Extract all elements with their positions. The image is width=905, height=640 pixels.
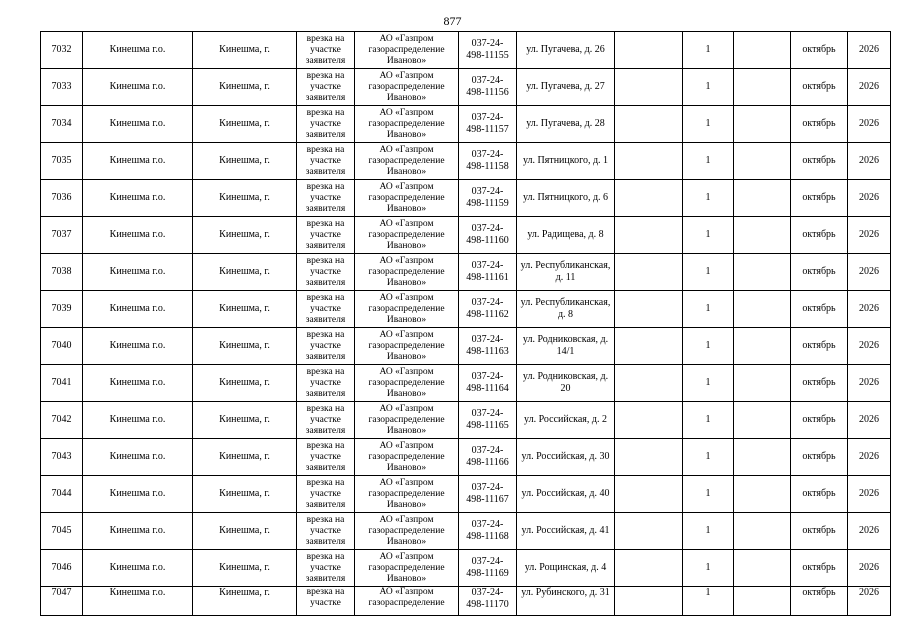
month-cell: октябрь (791, 254, 848, 291)
locality-cell: Кинешма, г. (193, 32, 297, 69)
quantity-cell: 1 (683, 550, 734, 587)
object-code-cell: 037-24- 498-11164 (459, 365, 517, 402)
empty-cell (615, 180, 683, 217)
empty-cell (734, 143, 791, 180)
year-cell: 2026 (848, 402, 891, 439)
empty-cell (615, 513, 683, 550)
year-cell: 2026 (848, 69, 891, 106)
table-row (41, 69, 891, 106)
year-cell: 2026 (848, 291, 891, 328)
month-cell: октябрь (791, 69, 848, 106)
table-row (41, 106, 891, 143)
locality-cell: Кинешма, г. (193, 365, 297, 402)
object-code-cell: 037-24- 498-11156 (459, 69, 517, 106)
district-cell: Кинешма г.о. (83, 476, 193, 513)
locality-cell: Кинешма, г. (193, 217, 297, 254)
organization-cell: АО «Газпром газораспределение Иваново» (355, 439, 459, 476)
district-cell: Кинешма г.о. (83, 513, 193, 550)
empty-cell (734, 550, 791, 587)
locality-cell: Кинешма, г. (193, 69, 297, 106)
district-cell: Кинешма г.о. (83, 587, 193, 616)
quantity-cell: 1 (683, 587, 734, 616)
address-cell: ул. Российская, д. 40 (517, 476, 615, 513)
table-row (41, 439, 891, 476)
address-cell: ул. Пятницкого, д. 1 (517, 143, 615, 180)
organization-cell: АО «Газпром газораспределение Иваново» (355, 69, 459, 106)
work-type-cell: врезка на участке заявителя (297, 476, 355, 513)
year-cell: 2026 (848, 328, 891, 365)
month-cell: октябрь (791, 217, 848, 254)
object-code-cell: 037-24- 498-11161 (459, 254, 517, 291)
empty-cell (734, 513, 791, 550)
quantity-cell: 1 (683, 439, 734, 476)
year-cell: 2026 (848, 365, 891, 402)
object-code-cell: 037-24- 498-11165 (459, 402, 517, 439)
month-cell: октябрь (791, 476, 848, 513)
year-cell: 2026 (848, 254, 891, 291)
empty-cell (615, 69, 683, 106)
district-cell: Кинешма г.о. (83, 254, 193, 291)
row-number-cell: 7043 (41, 439, 83, 476)
address-cell: ул. Пятницкого, д. 6 (517, 180, 615, 217)
year-cell: 2026 (848, 513, 891, 550)
empty-cell (615, 587, 683, 616)
object-code-cell: 037-24- 498-11157 (459, 106, 517, 143)
locality-cell: Кинешма, г. (193, 587, 297, 616)
year-cell: 2026 (848, 106, 891, 143)
object-code-cell: 037-24- 498-11168 (459, 513, 517, 550)
table-row (41, 550, 891, 587)
organization-cell: АО «Газпром газораспределение Иваново» (355, 32, 459, 69)
address-cell: ул. Республиканская, д. 11 (517, 254, 615, 291)
row-number-cell: 7032 (41, 32, 83, 69)
month-cell: октябрь (791, 513, 848, 550)
quantity-cell: 1 (683, 402, 734, 439)
address-cell: ул. Российская, д. 2 (517, 402, 615, 439)
locality-cell: Кинешма, г. (193, 513, 297, 550)
empty-cell (615, 439, 683, 476)
month-cell: октябрь (791, 106, 848, 143)
organization-cell: АО «Газпром газораспределение Иваново» (355, 513, 459, 550)
district-cell: Кинешма г.о. (83, 328, 193, 365)
empty-cell (734, 69, 791, 106)
work-type-cell: врезка на участке (297, 587, 355, 616)
row-number-cell: 7034 (41, 106, 83, 143)
quantity-cell: 1 (683, 476, 734, 513)
month-cell: октябрь (791, 32, 848, 69)
empty-cell (734, 365, 791, 402)
work-type-cell: врезка на участке заявителя (297, 402, 355, 439)
quantity-cell: 1 (683, 143, 734, 180)
quantity-cell: 1 (683, 180, 734, 217)
table-row (41, 32, 891, 69)
empty-cell (734, 180, 791, 217)
district-cell: Кинешма г.о. (83, 69, 193, 106)
district-cell: Кинешма г.о. (83, 106, 193, 143)
district-cell: Кинешма г.о. (83, 180, 193, 217)
work-type-cell: врезка на участке заявителя (297, 32, 355, 69)
table-row (41, 402, 891, 439)
work-type-cell: врезка на участке заявителя (297, 550, 355, 587)
month-cell: октябрь (791, 587, 848, 616)
quantity-cell: 1 (683, 106, 734, 143)
table-row (41, 513, 891, 550)
table-row (41, 587, 891, 616)
district-cell: Кинешма г.о. (83, 402, 193, 439)
object-code-cell: 037-24- 498-11158 (459, 143, 517, 180)
row-number-cell: 7046 (41, 550, 83, 587)
row-number-cell: 7047 (41, 587, 83, 616)
organization-cell: АО «Газпром газораспределение Иваново» (355, 217, 459, 254)
empty-cell (734, 328, 791, 365)
quantity-cell: 1 (683, 365, 734, 402)
locality-cell: Кинешма, г. (193, 550, 297, 587)
work-type-cell: врезка на участке заявителя (297, 69, 355, 106)
row-number-cell: 7037 (41, 217, 83, 254)
empty-cell (615, 217, 683, 254)
address-cell: ул. Пугачева, д. 26 (517, 32, 615, 69)
address-cell: ул. Рубинского, д. 31 (517, 587, 615, 616)
empty-cell (615, 32, 683, 69)
year-cell: 2026 (848, 587, 891, 616)
object-code-cell: 037-24- 498-11159 (459, 180, 517, 217)
table-row (41, 217, 891, 254)
month-cell: октябрь (791, 439, 848, 476)
empty-cell (615, 106, 683, 143)
quantity-cell: 1 (683, 291, 734, 328)
row-number-cell: 7042 (41, 402, 83, 439)
organization-cell: АО «Газпром газораспределение Иваново» (355, 143, 459, 180)
district-cell: Кинешма г.о. (83, 550, 193, 587)
row-number-cell: 7033 (41, 69, 83, 106)
quantity-cell: 1 (683, 328, 734, 365)
row-number-cell: 7044 (41, 476, 83, 513)
locality-cell: Кинешма, г. (193, 439, 297, 476)
district-cell: Кинешма г.о. (83, 439, 193, 476)
address-cell: ул. Родниковская, д. 14/1 (517, 328, 615, 365)
locality-cell: Кинешма, г. (193, 291, 297, 328)
empty-cell (734, 439, 791, 476)
row-number-cell: 7038 (41, 254, 83, 291)
quantity-cell: 1 (683, 254, 734, 291)
address-cell: ул. Радищева, д. 8 (517, 217, 615, 254)
month-cell: октябрь (791, 365, 848, 402)
row-number-cell: 7045 (41, 513, 83, 550)
table-row (41, 180, 891, 217)
month-cell: октябрь (791, 180, 848, 217)
work-type-cell: врезка на участке заявителя (297, 106, 355, 143)
work-type-cell: врезка на участке заявителя (297, 143, 355, 180)
object-code-cell: 037-24- 498-11169 (459, 550, 517, 587)
table-row (41, 143, 891, 180)
row-number-cell: 7041 (41, 365, 83, 402)
district-cell: Кинешма г.о. (83, 291, 193, 328)
object-code-cell: 037-24- 498-11167 (459, 476, 517, 513)
empty-cell (615, 402, 683, 439)
table-row (41, 476, 891, 513)
empty-cell (615, 143, 683, 180)
empty-cell (615, 476, 683, 513)
month-cell: октябрь (791, 291, 848, 328)
locality-cell: Кинешма, г. (193, 106, 297, 143)
empty-cell (734, 217, 791, 254)
quantity-cell: 1 (683, 513, 734, 550)
address-cell: ул. Пугачева, д. 28 (517, 106, 615, 143)
quantity-cell: 1 (683, 69, 734, 106)
page-number: 877 (443, 14, 462, 28)
organization-cell: АО «Газпром газораспределение Иваново» (355, 476, 459, 513)
year-cell: 2026 (848, 143, 891, 180)
table-row (41, 365, 891, 402)
district-cell: Кинешма г.о. (83, 217, 193, 254)
address-cell: ул. Российская, д. 41 (517, 513, 615, 550)
empty-cell (734, 32, 791, 69)
object-code-cell: 037-24- 498-11155 (459, 32, 517, 69)
row-number-cell: 7035 (41, 143, 83, 180)
organization-cell: АО «Газпром газораспределение Иваново» (355, 106, 459, 143)
address-cell: ул. Пугачева, д. 27 (517, 69, 615, 106)
work-type-cell: врезка на участке заявителя (297, 513, 355, 550)
year-cell: 2026 (848, 476, 891, 513)
work-type-cell: врезка на участке заявителя (297, 439, 355, 476)
organization-cell: АО «Газпром газораспределение Иваново» (355, 180, 459, 217)
organization-cell: АО «Газпром газораспределение Иваново» (355, 365, 459, 402)
address-cell: ул. Республиканская, д. 8 (517, 291, 615, 328)
year-cell: 2026 (848, 439, 891, 476)
month-cell: октябрь (791, 402, 848, 439)
registry-table (40, 31, 891, 616)
year-cell: 2026 (848, 217, 891, 254)
organization-cell: АО «Газпром газораспределение Иваново» (355, 550, 459, 587)
work-type-cell: врезка на участке заявителя (297, 180, 355, 217)
locality-cell: Кинешма, г. (193, 476, 297, 513)
work-type-cell: врезка на участке заявителя (297, 254, 355, 291)
row-number-cell: 7040 (41, 328, 83, 365)
quantity-cell: 1 (683, 32, 734, 69)
district-cell: Кинешма г.о. (83, 365, 193, 402)
empty-cell (615, 550, 683, 587)
district-cell: Кинешма г.о. (83, 143, 193, 180)
empty-cell (615, 365, 683, 402)
locality-cell: Кинешма, г. (193, 254, 297, 291)
address-cell: ул. Рощинская, д. 4 (517, 550, 615, 587)
object-code-cell: 037-24- 498-11163 (459, 328, 517, 365)
locality-cell: Кинешма, г. (193, 328, 297, 365)
table-row (41, 291, 891, 328)
work-type-cell: врезка на участке заявителя (297, 365, 355, 402)
year-cell: 2026 (848, 32, 891, 69)
empty-cell (734, 254, 791, 291)
organization-cell: АО «Газпром газораспределение (355, 587, 459, 616)
object-code-cell: 037-24- 498-11170 (459, 587, 517, 616)
address-cell: ул. Родниковская, д. 20 (517, 365, 615, 402)
empty-cell (734, 106, 791, 143)
empty-cell (734, 476, 791, 513)
object-code-cell: 037-24- 498-11166 (459, 439, 517, 476)
empty-cell (615, 254, 683, 291)
address-cell: ул. Российская, д. 30 (517, 439, 615, 476)
object-code-cell: 037-24- 498-11160 (459, 217, 517, 254)
empty-cell (615, 291, 683, 328)
locality-cell: Кинешма, г. (193, 402, 297, 439)
month-cell: октябрь (791, 328, 848, 365)
object-code-cell: 037-24- 498-11162 (459, 291, 517, 328)
empty-cell (734, 402, 791, 439)
organization-cell: АО «Газпром газораспределение Иваново» (355, 254, 459, 291)
table-row (41, 328, 891, 365)
locality-cell: Кинешма, г. (193, 180, 297, 217)
organization-cell: АО «Газпром газораспределение Иваново» (355, 328, 459, 365)
year-cell: 2026 (848, 550, 891, 587)
row-number-cell: 7036 (41, 180, 83, 217)
year-cell: 2026 (848, 180, 891, 217)
locality-cell: Кинешма, г. (193, 143, 297, 180)
row-number-cell: 7039 (41, 291, 83, 328)
empty-cell (734, 291, 791, 328)
organization-cell: АО «Газпром газораспределение Иваново» (355, 402, 459, 439)
organization-cell: АО «Газпром газораспределение Иваново» (355, 291, 459, 328)
month-cell: октябрь (791, 550, 848, 587)
work-type-cell: врезка на участке заявителя (297, 217, 355, 254)
empty-cell (615, 328, 683, 365)
table-row (41, 254, 891, 291)
month-cell: октябрь (791, 143, 848, 180)
empty-cell (734, 587, 791, 616)
work-type-cell: врезка на участке заявителя (297, 291, 355, 328)
work-type-cell: врезка на участке заявителя (297, 328, 355, 365)
district-cell: Кинешма г.о. (83, 32, 193, 69)
quantity-cell: 1 (683, 217, 734, 254)
